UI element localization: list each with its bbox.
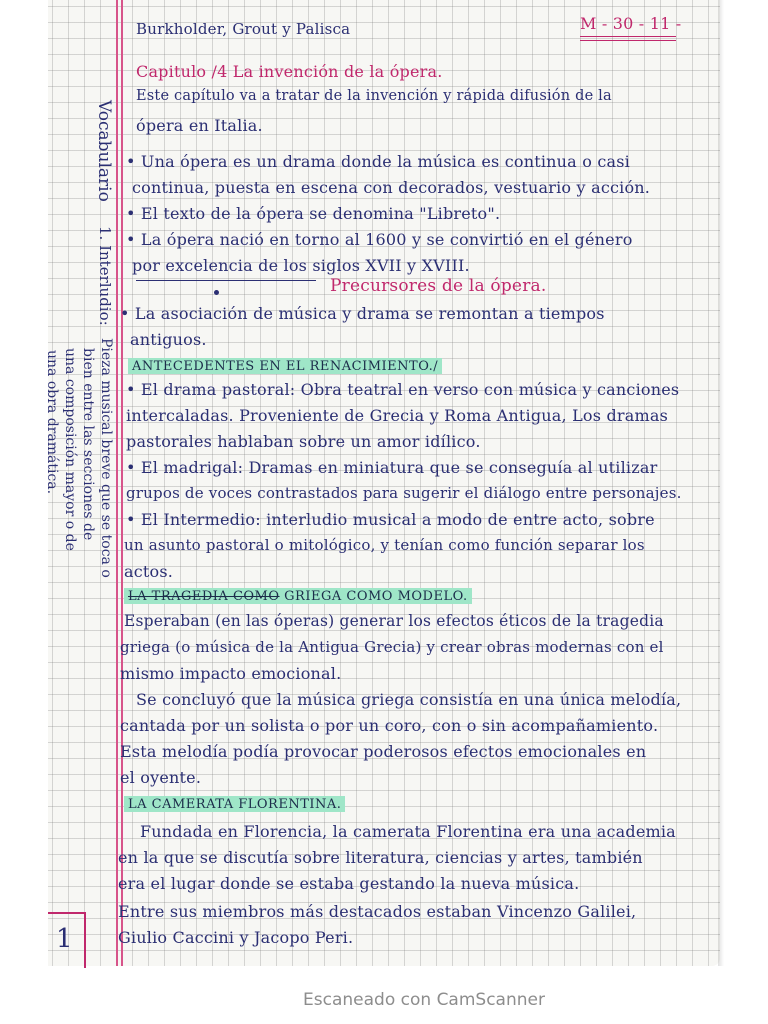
renaissance-line: un asunto pastoral o mitológico, y tenían como función separar los bbox=[124, 536, 645, 554]
vocabulary-entry-line: bien entre las secciones de bbox=[80, 348, 96, 541]
divider-line bbox=[136, 280, 316, 281]
camerata-line: Fundada en Florencia, la camerata Florentina era una academia bbox=[140, 822, 676, 841]
greek-tragedy-line: mismo impacto emocional. bbox=[120, 664, 342, 683]
camscanner-watermark: Escaneado con CamScanner bbox=[303, 990, 545, 1010]
heading-text: GRIEGA COMO MODELO. bbox=[279, 589, 468, 604]
date-underline bbox=[580, 40, 676, 41]
precursors-line: antiguos. bbox=[130, 330, 207, 349]
page-number: 1 bbox=[56, 924, 73, 954]
renaissance-line: grupos de voces contrastados para sugerir el diálogo entre personajes. bbox=[126, 484, 682, 502]
definition-line: • La ópera nació en torno al 1600 y se convirtió en el género bbox=[126, 230, 633, 249]
margin-line bbox=[121, 0, 123, 966]
greek-tragedy-line: cantada por un solista o por un coro, con o sin acompañamiento. bbox=[120, 716, 659, 735]
definition-line: continua, puesta en escena con decorados, vestuario y acción. bbox=[132, 178, 651, 197]
camerata-line: en la que se discutía sobre literatura, ciencias y artes, también bbox=[118, 848, 643, 867]
renaissance-line: • El madrigal: Dramas en miniatura que se conseguía al utilizar bbox=[126, 458, 658, 477]
chapter-intro: ópera en Italia. bbox=[136, 116, 263, 135]
vocabulary-entry-line: una obra dramática. bbox=[44, 350, 60, 495]
greek-tragedy-line: Se concluyó que la música griega consistía en una única melodía, bbox=[136, 690, 682, 709]
vocabulary-entry-label: 1. Interludio: bbox=[96, 226, 114, 326]
definition-line: por excelencia de los siglos XVII y XVIII. bbox=[132, 256, 470, 275]
vocabulary-entry-line: una composición mayor o de bbox=[62, 348, 78, 551]
section-heading-camerata: LA CAMERATA FLORENTINA. bbox=[124, 796, 345, 812]
chapter-title: Capitulo /4 La invención de la ópera. bbox=[136, 62, 443, 81]
definition-line: • Una ópera es un drama donde la música es continua o casi bbox=[126, 152, 630, 171]
definition-line: • El texto de la ópera se denomina "Libreto". bbox=[126, 204, 501, 223]
greek-tragedy-line: griega (o música de la Antigua Grecia) y crear obras modernas con el bbox=[120, 638, 664, 656]
section-heading-greek-tragedy bbox=[124, 588, 472, 604]
camerata-line: Entre sus miembros más destacados estaban Vincenzo Galilei, bbox=[118, 902, 637, 921]
greek-tragedy-line: el oyente. bbox=[120, 768, 202, 787]
renaissance-line: • El drama pastoral: Obra teatral en verso con música y canciones bbox=[126, 380, 680, 399]
section-heading-renaissance: ANTECEDENTES EN EL RENACIMIENTO./ bbox=[128, 358, 442, 374]
margin-line bbox=[116, 0, 118, 966]
page-edge-shadow bbox=[718, 0, 724, 966]
renaissance-line: pastorales hablaban sobre un amor idílico. bbox=[126, 432, 481, 451]
authors-line: Burkholder, Grout y Palisca bbox=[136, 20, 351, 38]
precursors-heading: Precursores de la ópera. bbox=[330, 276, 547, 296]
greek-tragedy-line: Esperaban (en las óperas) generar los efectos éticos de la tragedia bbox=[124, 612, 664, 630]
camerata-line: era el lugar donde se estaba gestando la nueva música. bbox=[118, 874, 580, 893]
camerata-line: Giulio Caccini y Jacopo Peri. bbox=[118, 928, 354, 947]
renaissance-line: • El Intermedio: interludio musical a modo de entre acto, sobre bbox=[126, 510, 655, 529]
struck-heading-text: LA TRAGEDIA COMO bbox=[128, 589, 280, 604]
divider-dot bbox=[214, 290, 219, 295]
renaissance-line: intercaladas. Proveniente de Grecia y Roma Antigua, Los dramas bbox=[126, 406, 668, 425]
greek-tragedy-line: Esta melodía podía provocar poderosos efectos emocionales en bbox=[120, 742, 647, 761]
renaissance-line: actos. bbox=[124, 562, 174, 581]
chapter-intro: Este capítulo va a tratar de la invención y rápida difusión de la bbox=[136, 88, 612, 104]
vocabulary-entry-line: Pieza musical breve que se toca o bbox=[98, 338, 114, 578]
date-underline bbox=[580, 36, 676, 37]
vocabulary-title: Vocabulario bbox=[94, 100, 114, 202]
precursors-line: • La asociación de música y drama se remontan a tiempos bbox=[120, 304, 605, 323]
date: M - 30 - 11 - bbox=[580, 14, 682, 33]
